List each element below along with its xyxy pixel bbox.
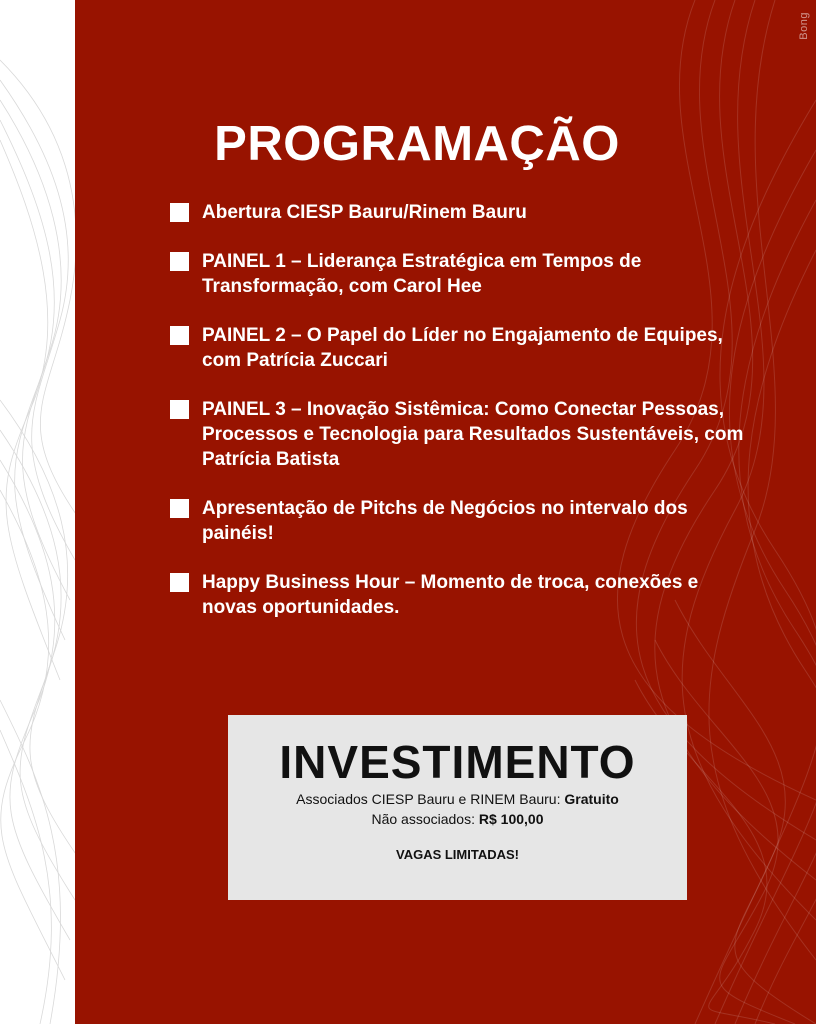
members-price: Gratuito — [564, 791, 619, 807]
limited-spots-notice: VAGAS LIMITADAS! — [395, 847, 519, 862]
agenda-item-text: Apresentação de Pitchs de Negócios no intervalo dos painéis! — [202, 498, 688, 544]
list-item — [170, 249, 750, 299]
members-label: Associados CIESP Bauru e RINEM Bauru: — [296, 791, 561, 807]
members-price-line — [228, 789, 687, 809]
list-item — [170, 323, 750, 373]
page-title: PROGRAMAÇÃO — [214, 117, 620, 171]
checkbox-square-icon — [170, 499, 189, 518]
brand-mark: Bong — [798, 12, 810, 40]
investment-box — [228, 715, 687, 900]
checkbox-square-icon — [170, 203, 189, 222]
agenda-item-text: PAINEL 3 – Inovação Sistêmica: Como Conectar Pessoas, Processos e Tecnologia para Resultados Sustentáveis, com Patrícia Batista — [202, 399, 744, 470]
checkbox-square-icon — [170, 573, 189, 592]
agenda-item-text: Happy Business Hour – Momento de troca, conexões e novas oportunidades. — [202, 572, 699, 618]
agenda-item-text: PAINEL 1 – Liderança Estratégica em Tempos de Transformação, com Carol Hee — [202, 251, 642, 297]
list-item — [170, 496, 750, 546]
checkbox-square-icon — [170, 400, 189, 419]
list-item — [170, 200, 750, 225]
agenda-item-text: Abertura CIESP Bauru/Rinem Bauru — [202, 202, 527, 223]
list-item — [170, 397, 750, 472]
program-panel — [75, 0, 816, 1024]
investment-title: INVESTIMENTO — [279, 736, 636, 788]
non-members-price: R$ 100,00 — [478, 811, 544, 827]
non-members-label: Não associados: — [371, 811, 475, 827]
agenda-item-text: PAINEL 2 – O Papel do Líder no Engajamento de Equipes, com Patrícia Zuccari — [202, 325, 723, 371]
checkbox-square-icon — [170, 326, 189, 345]
list-item — [170, 570, 750, 620]
checkbox-square-icon — [170, 252, 189, 271]
non-members-price-line — [228, 809, 687, 829]
agenda-list — [170, 200, 750, 644]
